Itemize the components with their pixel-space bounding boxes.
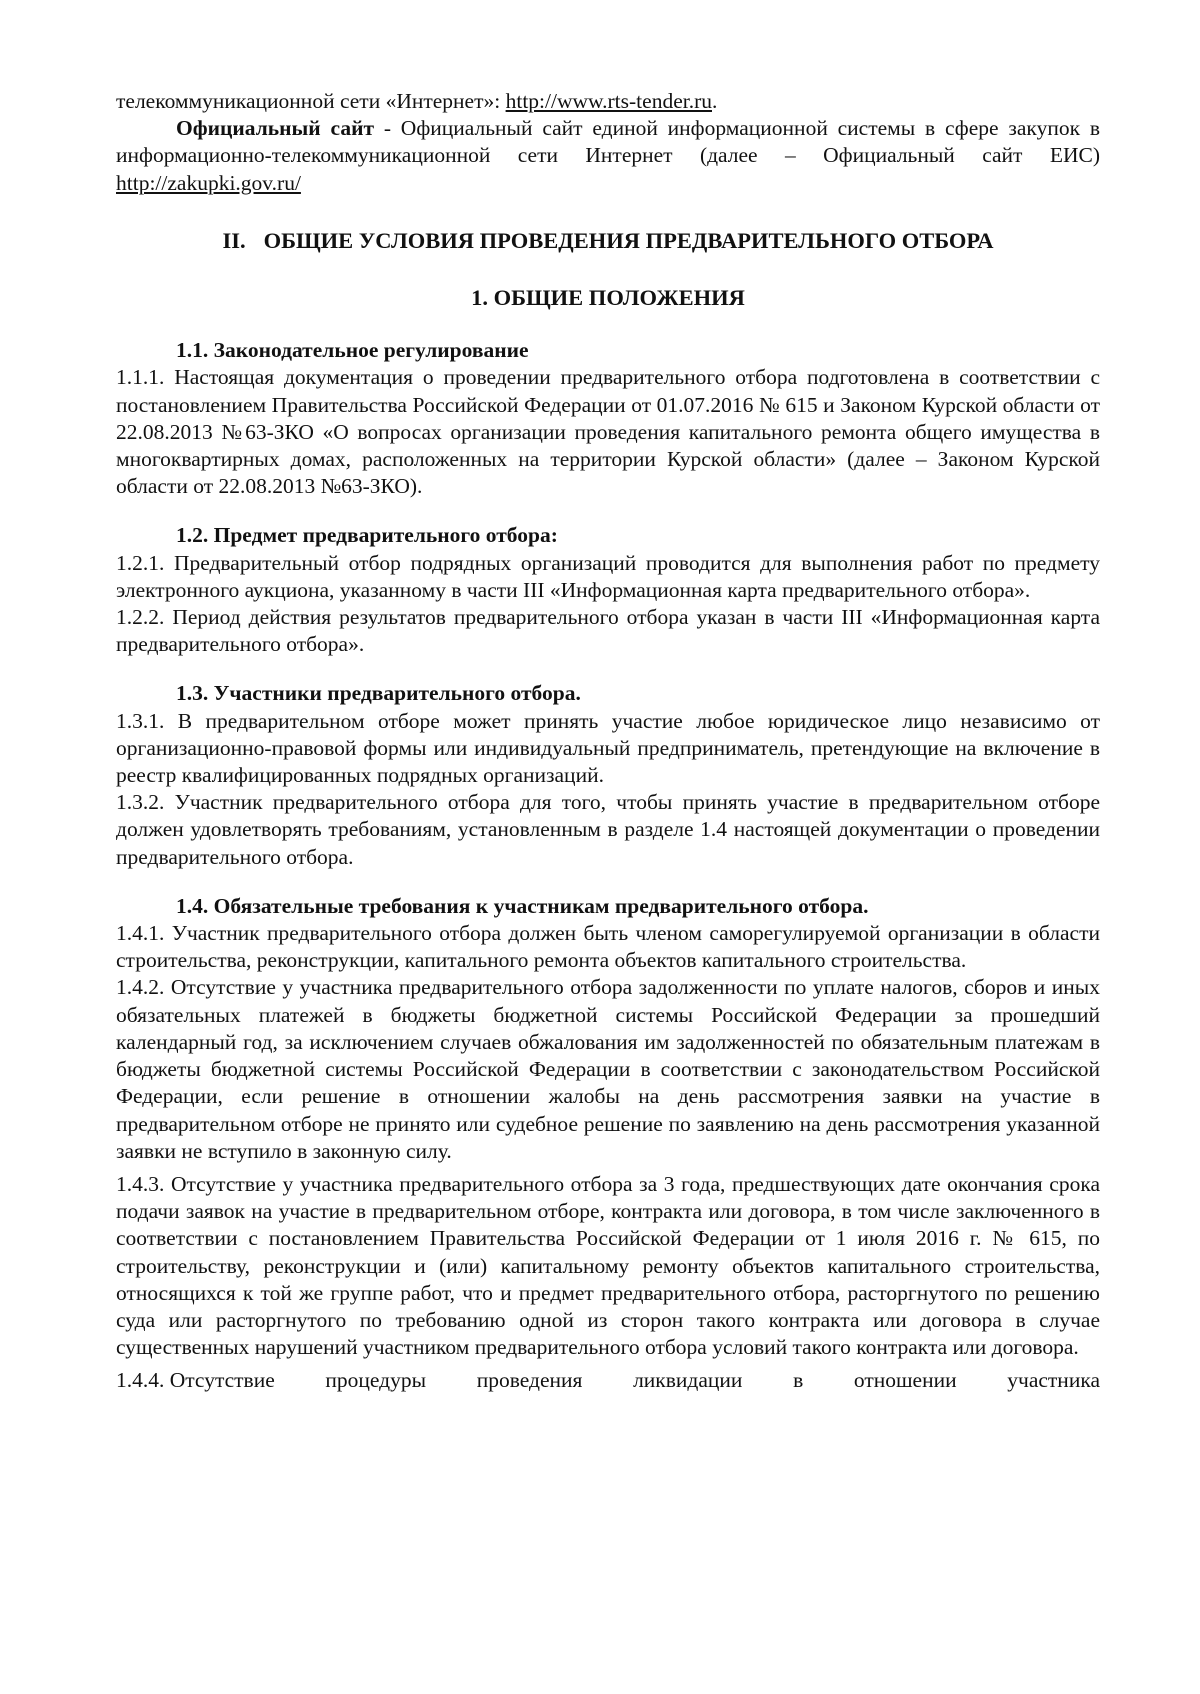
zakupki-link[interactable]: http://zakupki.gov.ru/ — [116, 170, 301, 195]
section-number: II. — [222, 227, 246, 253]
chapter-heading: 1. ОБЩИЕ ПОЛОЖЕНИЯ — [471, 285, 745, 311]
intro-line-text: телекоммуникационной сети «Интернет»: — [116, 89, 506, 113]
clause-1-2-1: 1.2.1. Предварительный отбор подрядных организаций проводится для выполнения работ по предмету электронного аукциона, указанному в части III «Информационная карта предварительного отбора». — [116, 550, 1100, 602]
clause-1-4-1: 1.4.1. Участник предварительного отбора должен быть членом саморегулируемой организации в области строительства, реконструкции, капитального ремонта объектов капитального строительства. — [116, 921, 1100, 973]
heading-1-1: 1.1. Законодательное регулирование — [176, 338, 529, 363]
clause-1-1-1: 1.1.1. Настоящая документация о проведении предварительного отбора подготовлена в соответствии с постановлением Правительства Российской Федерации от 01.07.2016 № 615 и Законом Курской области от 22.08.2013 №63-ЗКО «О вопросах организации проведения капитального ремонта общего имущества в многоквартирных домах, расположенных на территории Курской области» (далее – Законом Курской области от 22.08.2013 №63-ЗКО). — [116, 365, 1100, 499]
heading-1-2: 1.2. Предмет предварительного отбора: — [176, 523, 558, 548]
section-heading — [116, 227, 1100, 254]
heading-1-4: 1.4. Обязательные требования к участникам предварительного отбора. — [176, 893, 869, 918]
clause-1-3-2: 1.3.2. Участник предварительного отбора для того, чтобы принять участие в предварительном отборе должен удовлетворять требованиям, установленным в разделе 1.4 настоящей документации о проведении предварительного отбора. — [116, 790, 1100, 869]
clause-1-3-1: 1.3.1. В предварительном отборе может принять участие любое юридическое лицо независимо от организационно-правовой формы или индивидуальный предприниматель, претендующие на включение в реестр квалифицированных подрядных организаций. — [116, 708, 1100, 788]
official-site-text: - Официальный сайт единой информационной системы в сфере закупок в информационно-телекоммуникационной сети Интернет (далее – Официальный сайт ЕИС) — [116, 116, 1100, 168]
clause-1-4-4-word: ликвидации — [633, 1368, 743, 1393]
clause-1-4-4-word: процедуры — [325, 1368, 427, 1393]
rts-tender-link[interactable]: http://www.rts-tender.ru — [505, 89, 712, 113]
clause-1-2-2: 1.2.2. Период действия результатов предварительного отбора указан в части III «Информационная карта предварительного отбора». — [116, 605, 1100, 657]
clause-1-4-4-word: 1.4.4. Отсутствие — [116, 1368, 275, 1393]
intro-line — [116, 88, 1100, 115]
section-title: ОБЩИЕ УСЛОВИЯ ПРОВЕДЕНИЯ ПРЕДВАРИТЕЛЬНОГО ОТБОРА — [263, 227, 994, 253]
clause-1-4-4-word: в — [793, 1368, 804, 1393]
document-body — [116, 88, 1100, 1395]
intro-line-end: . — [712, 89, 718, 113]
clause-1-4-4-word: участника — [1007, 1368, 1100, 1393]
clause-1-4-4-word: проведения — [476, 1368, 583, 1393]
clause-1-4-3: 1.4.3. Отсутствие у участника предварительного отбора за 3 года, предшествующих дате окончания срока подачи заявок на участие в предварительном отборе, контракта или договора, в том числе заключенного в соответствии с постановлением Правительства Российской Федерации от 1 июля 2016 г. № 615, по строительству, реконструкции и (или) капитальному ремонту объектов капитального строительства, относящихся к той же группе работ, что и предмет предварительного отбора, расторгнутого по решению суда или расторгнутого по требованию одной из сторон такого контракта или договора в случае существенных нарушений участником предварительного отбора условий такого контракта или договора. — [116, 1171, 1100, 1360]
clause-1-4-2: 1.4.2. Отсутствие у участника предварительного отбора задолженности по уплате налогов, сборов и иных обязательных платежей в бюджеты бюджетной системы Российской Федерации за прошедший календарный год, за исключением случаев обжалования им задолженностей по обязательным платежам в бюджеты бюджетной системы Российской Федерации в соответствии с законодательством Российской Федерации, если решение в отношении жалобы на день рассмотрения заявки на участие в предварительном отборе не принято или судебное решение по заявлению на день рассмотрения указанной заявки не вступило в законную силу. — [116, 975, 1100, 1163]
official-site-term: Официальный сайт — [176, 116, 375, 141]
official-site-definition — [116, 115, 1100, 197]
clause-1-4-4-word: отношении — [853, 1368, 957, 1393]
clause-1-4-4 — [116, 1367, 1100, 1394]
heading-1-3: 1.3. Участники предварительного отбора. — [176, 681, 581, 706]
